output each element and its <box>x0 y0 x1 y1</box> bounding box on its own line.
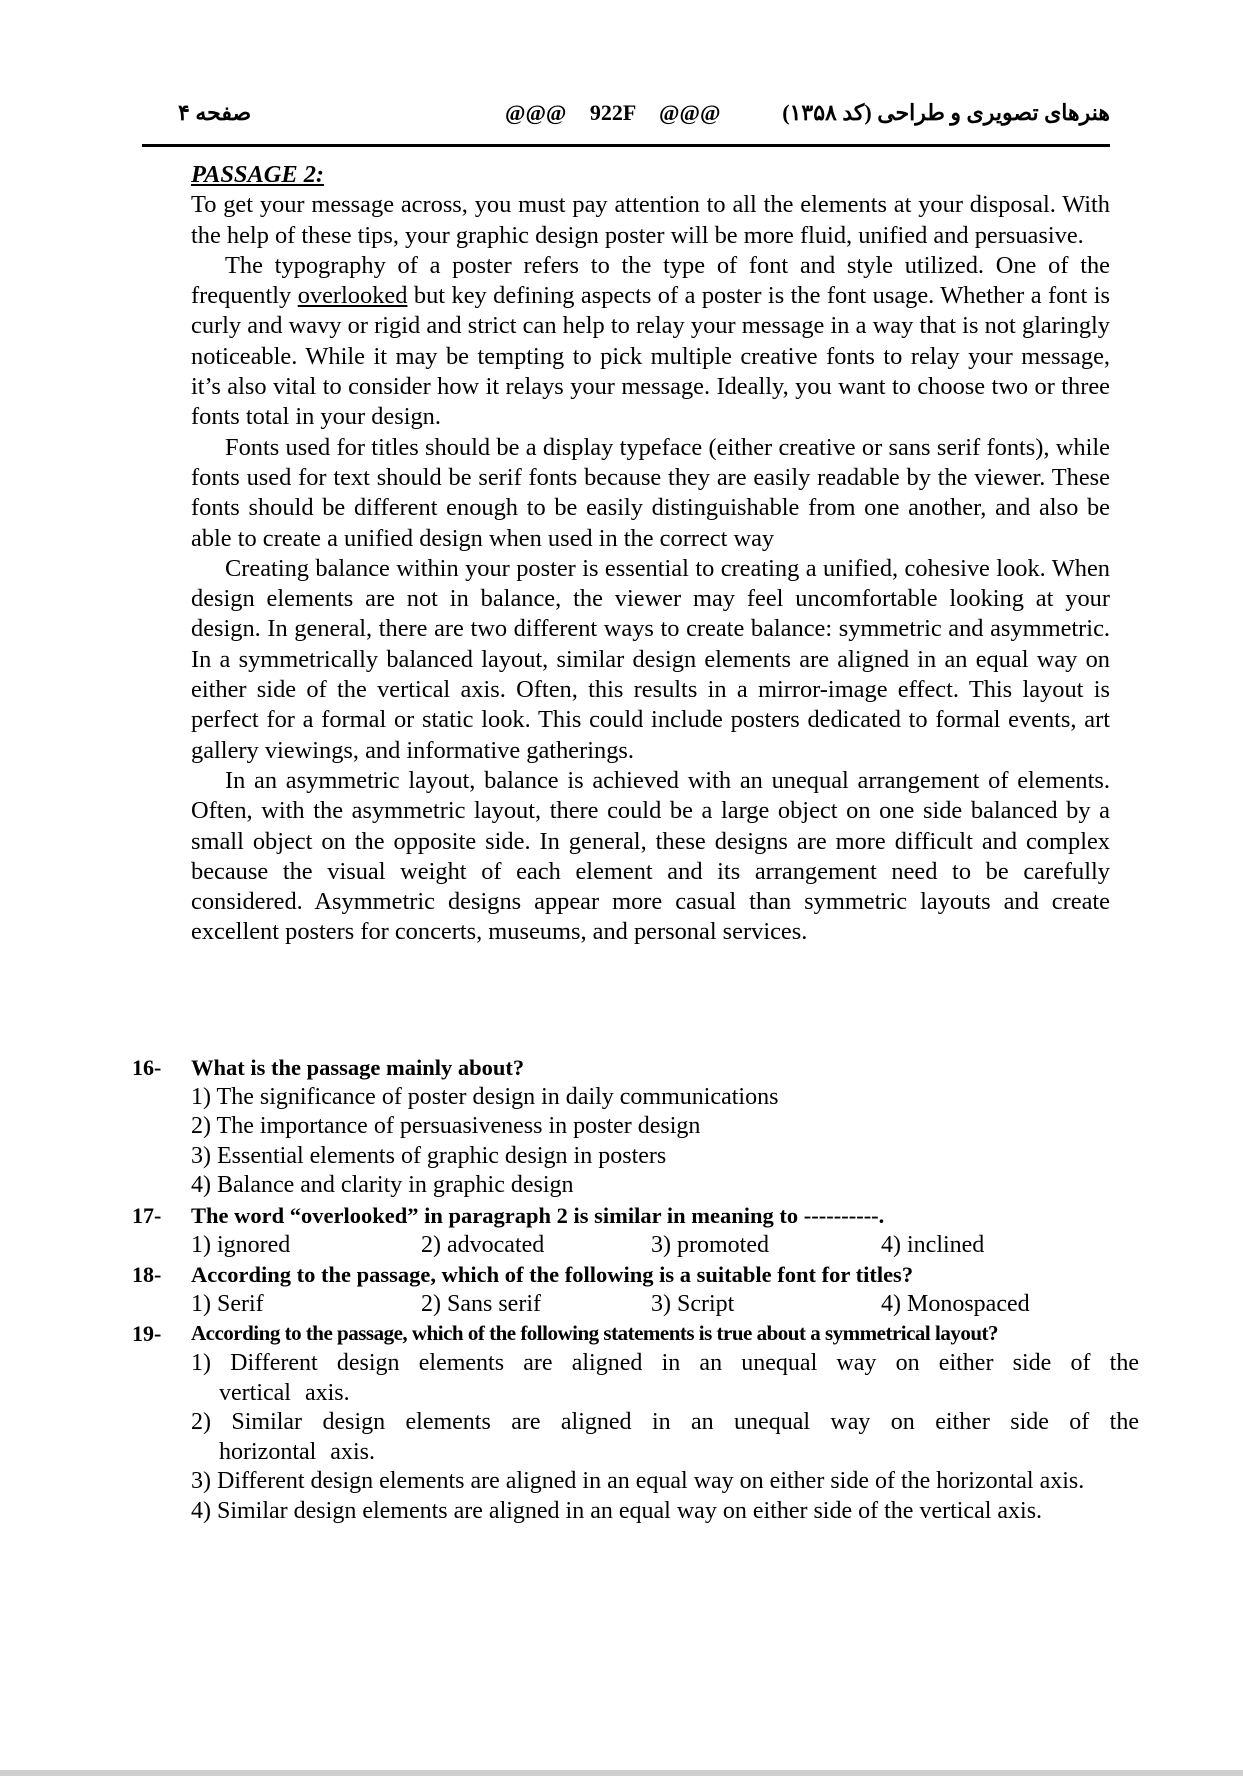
question-text: According to the passage, which of the following statements is true about a symmetrical layout? <box>191 1321 999 1346</box>
page-bottom-edge <box>0 1770 1243 1776</box>
question-19 <box>132 1319 1139 1526</box>
paragraph-2 <box>191 251 1110 433</box>
question-17 <box>132 1201 1112 1260</box>
option: 1) ignored <box>191 1231 291 1258</box>
option: 4) Balance and clarity in graphic design <box>191 1172 574 1199</box>
option: 2) advocated <box>421 1231 545 1258</box>
question-text: What is the passage mainly about? <box>191 1055 525 1080</box>
option-row <box>191 1290 1112 1320</box>
page-number: صفحه ۴ <box>178 100 252 125</box>
question-18 <box>132 1260 1112 1319</box>
option: 4) Monospaced <box>881 1290 1030 1317</box>
option: 3) promoted <box>651 1231 769 1258</box>
question-number: 19- <box>132 1321 162 1347</box>
paragraph-3: Fonts used for titles should be a display typeface (either creative or sans serif fonts), while fonts used for text should be serif fonts because they are easily readable by the viewer. These fonts should be different enough to be easily distinguishable from one another, and also be able to create a unified design when used in the correct way <box>191 433 1110 552</box>
exam-subject: هنرهای تصویری و طراحی (کد ۱۳۵۸) <box>782 100 1110 125</box>
question-number: 16- <box>132 1055 162 1080</box>
paragraph-1: To get your message across, you must pay attention to all the elements at your disposal. With the help of these tips, your graphic design poster will be more fluid, unified and persuasive. <box>191 191 1110 249</box>
paragraph-2-end: but key defining aspects of a poster is the font usage. Whether a font is curly and wavy or rigid and strict can help to relay your message in a way that is not glaringly noticeable. While it may be tempting to pick multiple creative fonts to relay your message, it’s also vital to consider how it relays your message. Ideally, you want to choose two or three fonts total in your design. <box>191 282 1110 431</box>
paragraph-2-start: The typography of a poster refers to the type of font and style utilized. One of the frequently <box>191 251 1110 310</box>
option: 4) inclined <box>881 1231 985 1258</box>
option: 2) Sans serif <box>421 1290 541 1317</box>
question-text: According to the passage, which of the following is a suitable font for titles? <box>191 1262 914 1288</box>
paragraph-4: Creating balance within your poster is essential to creating a unified, cohesive look. When design elements are not in balance, the viewer may feel uncomfortable looking at your design. In general, there are two different ways to create balance: symmetric and asymmetric. In a symmetrically balanced layout, similar design elements are aligned in an equal way on either side of the vertical axis. Often, this results in a mirror-image effect. This layout is perfect for a formal or static look. This could include posters dedicated to formal events, art gallery viewings, and informative gatherings. <box>191 554 1110 764</box>
question-16 <box>132 1053 1112 1201</box>
page-header <box>142 92 1110 132</box>
paragraph-5: In an asymmetric layout, balance is achieved with an unequal arrangement of elements. Often, with the asymmetric layout, there could be a large object on one side balanced by a small object on the opposite side. In general, these designs are more difficult and complex because the visual weight of each element and its arrangement need to be carefully considered. Asymmetric designs appear more casual than symmetric layouts and create excellent posters for concerts, museums, and personal services. <box>191 766 1110 946</box>
booklet-code: @@@ 922F @@@ <box>505 100 721 125</box>
header-divider <box>142 144 1110 147</box>
question-number: 18- <box>132 1262 162 1288</box>
option: 3) Script <box>651 1290 735 1317</box>
option: 1) The significance of poster design in daily communications <box>191 1083 779 1110</box>
passage <box>191 160 1110 948</box>
option: 3) Essential elements of graphic design in posters <box>191 1142 667 1169</box>
option-row <box>191 1231 1112 1261</box>
passage-title: PASSAGE 2: <box>191 161 325 188</box>
question-number: 17- <box>132 1202 162 1228</box>
option: 4) Similar design elements are aligned in an equal way on either side of the vertical axis. <box>191 1497 1043 1524</box>
question-text: The word “overlooked” in paragraph 2 is similar in meaning to ----------. <box>191 1202 885 1228</box>
underlined-word: overlooked <box>297 282 408 310</box>
option: 1) Serif <box>191 1290 264 1317</box>
option: 3) Different design elements are aligned in an equal way on either side of the horizontal axis. <box>191 1468 1085 1495</box>
option: 1) Different design elements are aligned in an unequal way on either side of the vertical axis. <box>191 1349 1139 1406</box>
question-list <box>132 1053 1139 1527</box>
option: 2) The importance of persuasiveness in poster design <box>191 1113 701 1140</box>
option: 2) Similar design elements are aligned in an unequal way on either side of the horizontal axis. <box>191 1409 1139 1465</box>
